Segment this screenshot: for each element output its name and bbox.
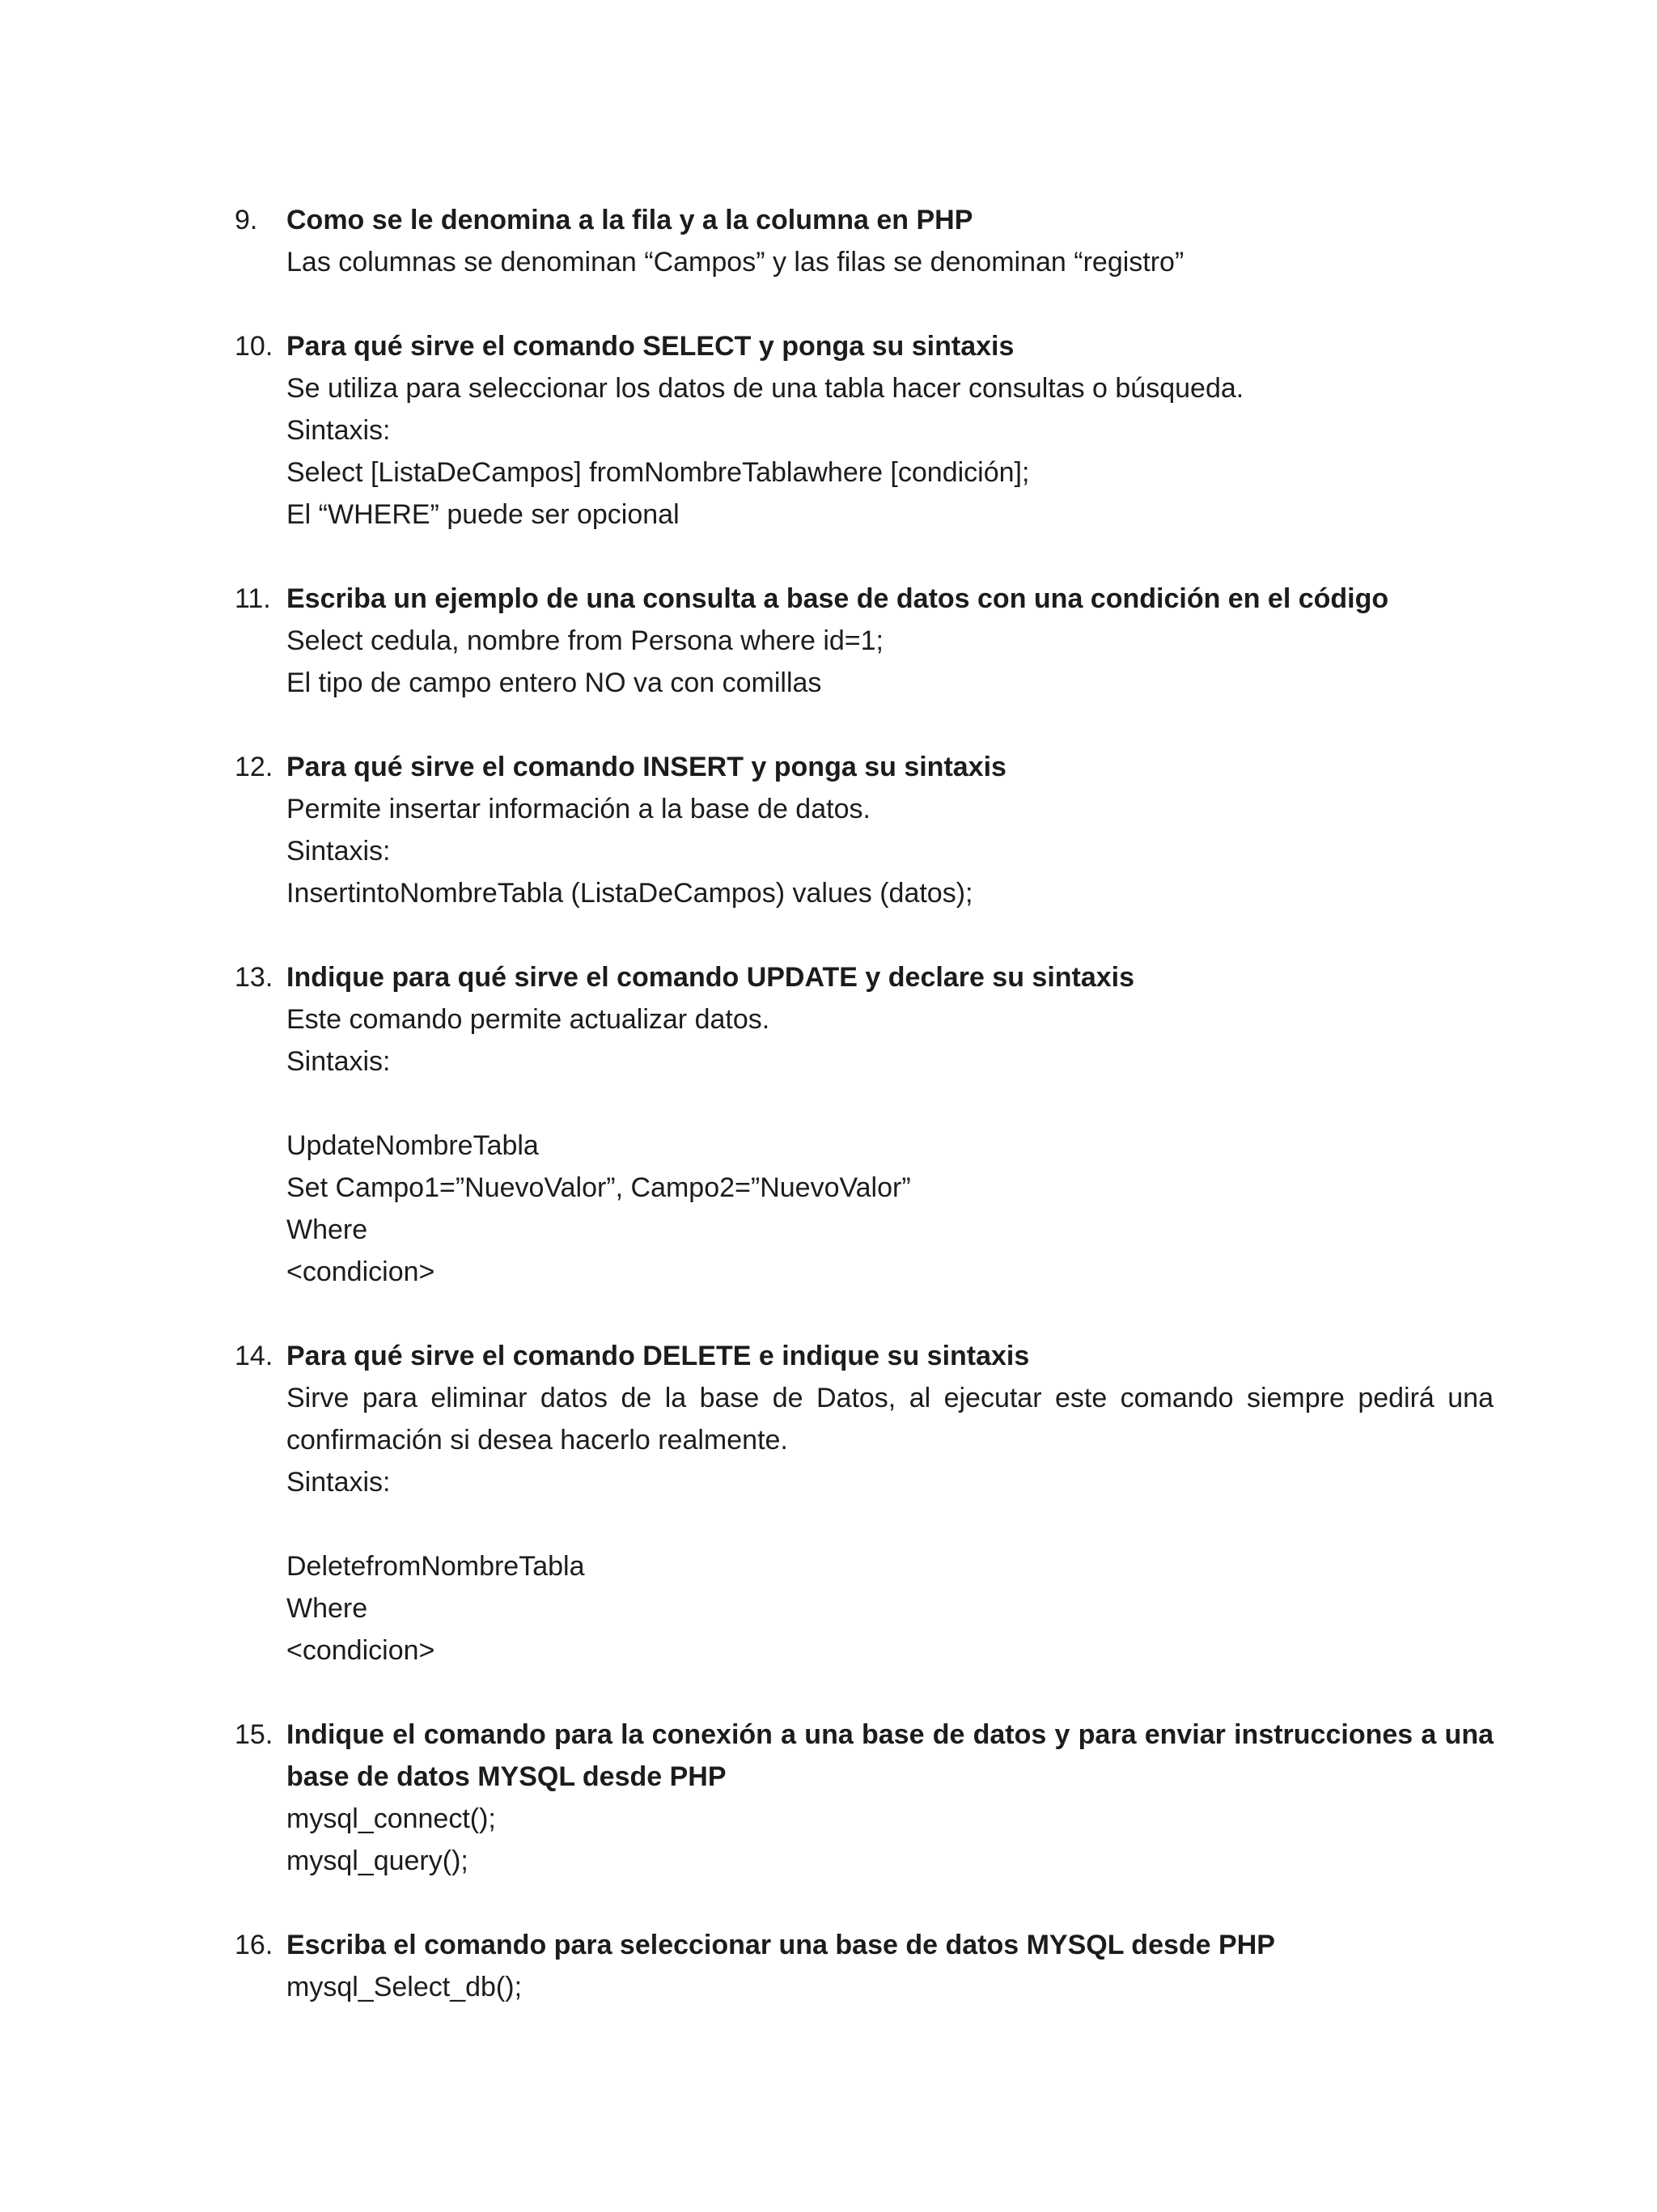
answer-line: InsertintoNombreTabla (ListaDeCampos) values (datos); — [286, 878, 973, 909]
question-number: 16. — [235, 1930, 273, 1960]
question-title: Indique el comando para la conexión a una base de datos y para enviar instrucciones a una base de datos MYSQL desde PHP — [286, 1719, 1494, 1792]
blank-line — [286, 1083, 1494, 1125]
answer-line: Se utiliza para seleccionar los datos de una tabla hacer consultas o búsqueda. — [286, 373, 1244, 404]
question-item — [235, 956, 1494, 1293]
question-title: Para qué sirve el comando SELECT y ponga su sintaxis — [286, 331, 1015, 362]
answer-line: mysql_connect(); — [286, 1803, 496, 1834]
question-number: 11. — [235, 583, 271, 614]
question-item — [235, 1924, 1494, 2008]
answer-line: El “WHERE” puede ser opcional — [286, 499, 680, 530]
question-title: Como se le denomina a la fila y a la columna en PHP — [286, 205, 973, 235]
answer-line: Where — [286, 1593, 368, 1624]
question-item — [235, 578, 1494, 704]
question-title: Escriba el comando para seleccionar una base de datos MYSQL desde PHP — [286, 1930, 1275, 1960]
answer-line: Las columnas se denominan “Campos” y las filas se denominan “registro” — [286, 247, 1184, 278]
question-item — [235, 1714, 1494, 1882]
answer-line: Sintaxis: — [286, 415, 391, 446]
answer-line: El tipo de campo entero NO va con comillas — [286, 667, 822, 698]
answer-line: mysql_query(); — [286, 1845, 468, 1876]
question-title: Para qué sirve el comando INSERT y ponga su sintaxis — [286, 752, 1006, 782]
answer-line: Sintaxis: — [286, 1046, 391, 1077]
answer-line: Este comando permite actualizar datos. — [286, 1004, 770, 1035]
answer-line: Sintaxis: — [286, 1467, 391, 1498]
answer-line: Where — [286, 1214, 368, 1245]
question-number: 14. — [235, 1341, 273, 1371]
question-item — [235, 1335, 1502, 1672]
question-title: Escriba un ejemplo de una consulta a base de datos con una condición en el código — [286, 583, 1389, 614]
answer-line: UpdateNombreTabla — [286, 1130, 539, 1161]
answer-line: <condicion> — [286, 1635, 435, 1666]
answer-line: Set Campo1=”NuevoValor”, Campo2=”NuevoValor” — [286, 1172, 911, 1203]
blank-line — [286, 1503, 1494, 1545]
question-item — [235, 325, 1494, 536]
question-number: 9. — [235, 205, 258, 235]
answer-line: DeletefromNombreTabla — [286, 1551, 585, 1582]
question-item — [235, 199, 1494, 283]
answer-line: <condicion> — [286, 1256, 435, 1287]
question-number: 10. — [235, 331, 273, 362]
answer-line: Select cedula, nombre from Persona where id=1; — [286, 625, 884, 656]
question-title: Para qué sirve el comando DELETE e indique su sintaxis — [286, 1341, 1030, 1371]
answer-line: Select [ListaDeCampos] fromNombreTablawhere [condición]; — [286, 457, 1030, 488]
answer-line: Permite insertar información a la base de datos. — [286, 794, 871, 824]
answer-line: mysql_Select_db(); — [286, 1972, 523, 2002]
question-number: 15. — [235, 1719, 273, 1750]
question-title: Indique para qué sirve el comando UPDATE y declare su sintaxis — [286, 962, 1135, 993]
answer-paragraph: Sirve para eliminar datos de la base de Datos, al ejecutar este comando siempre pedirá una confirmación si desea hacerlo realmente. — [286, 1383, 1502, 1456]
answer-line: Sintaxis: — [286, 836, 391, 867]
question-number: 12. — [235, 752, 273, 782]
question-number: 13. — [235, 962, 273, 993]
question-item — [235, 746, 1494, 914]
question-list — [235, 199, 1502, 2050]
